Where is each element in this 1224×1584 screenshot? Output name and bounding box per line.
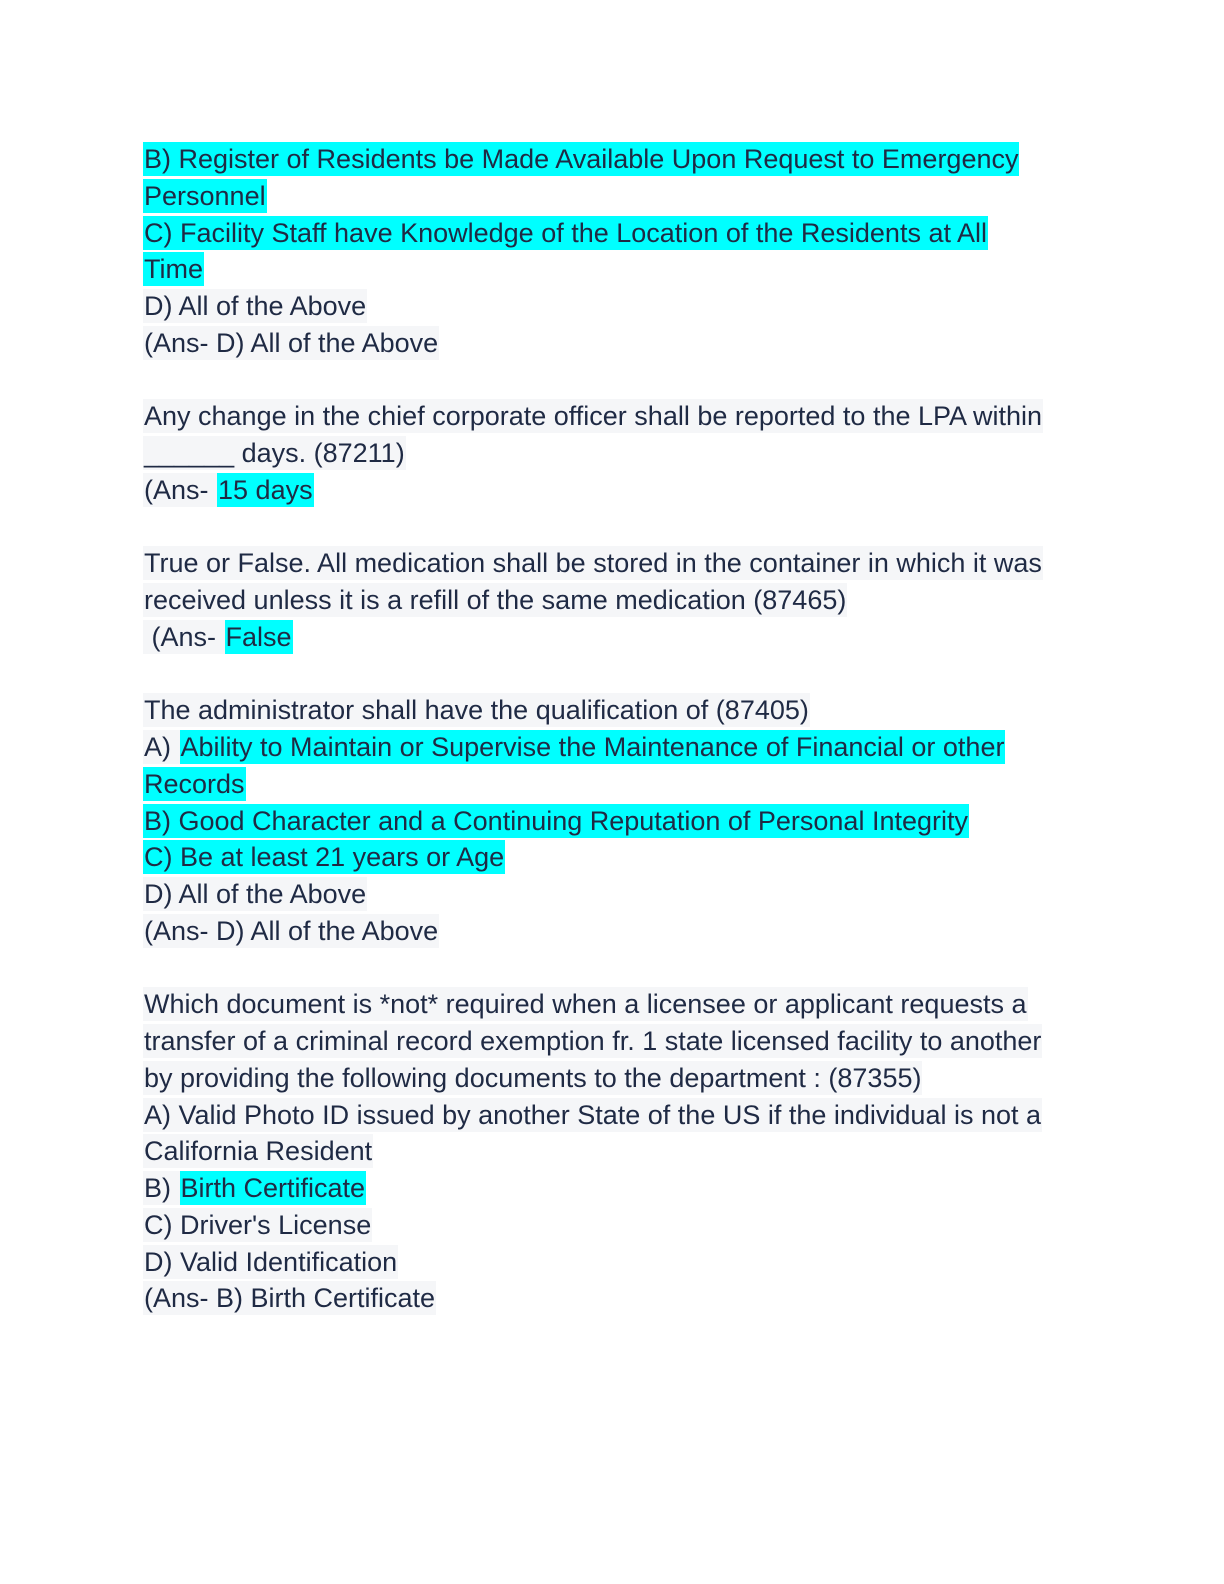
q2-answer [143,472,1083,509]
q1-option-b-line2 [143,178,1083,215]
q4-question [143,692,1083,729]
q1-option-b-line1 [143,141,1083,178]
option-text: D) Valid Identification [144,1246,398,1277]
q4-option-c [143,839,1083,876]
q1-option-d [143,288,1083,325]
q4-option-a-line2 [143,766,1083,803]
highlighted-answer: 15 days [218,474,313,505]
option-prefix: A) [144,732,179,762]
highlighted-text: Birth Certificate [180,1173,366,1203]
highlighted-text: C) Facility Staff have Knowledge of the Location of the Residents at All [144,217,987,248]
highlighted-text: Time [144,254,203,285]
question-text: ______ days. (87211) [144,438,405,468]
q3-question-line2 [143,582,1083,619]
highlighted-answer: False [225,621,292,652]
q1-answer [143,325,1083,362]
q4-answer [143,913,1083,950]
answer-text: (Ans- D) All of the Above [144,327,439,358]
answer-prefix: (Ans- [144,621,224,652]
q5-option-b [143,1170,1083,1207]
option-text: D) All of the Above [144,879,367,909]
option-text: C) Driver's License [144,1209,372,1240]
highlighted-text: B) Register of Residents be Made Available Upon Request to Emergency [144,144,1019,174]
q4-option-a-line1 [143,729,1083,766]
document-body [143,141,1083,1317]
q5-question-line1 [143,986,1083,1023]
q5-option-a-line2 [143,1133,1083,1170]
question-text: received unless it is a refill of the same medication (87465) [144,585,847,615]
q5-question-line3 [143,1060,1083,1097]
answer-text: (Ans- D) All of the Above [144,915,439,946]
question-text: True or False. All medication shall be stored in the container in which it was [144,548,1042,579]
q2-question-line2 [143,435,1083,472]
highlighted-text: C) Be at least 21 years or Age [144,842,505,873]
spacer [143,362,1083,399]
option-text: A) Valid Photo ID issued by another State of the US if the individual is not a [144,1099,1042,1130]
question-text: Any change in the chief corporate officer shall be reported to the LPA within [144,401,1043,432]
q5-answer [143,1280,1083,1317]
option-text: California Resident [144,1136,373,1167]
q3-question-line1 [143,545,1083,582]
q1-option-c-line1 [143,215,1083,252]
q5-question-line2 [143,1023,1083,1060]
q5-option-d [143,1244,1083,1281]
q4-option-b [143,803,1083,840]
spacer [143,656,1083,693]
q1-option-c-line2 [143,251,1083,288]
highlighted-text: Personnel [144,180,266,211]
q3-answer [143,619,1083,656]
option-prefix: B) [144,1173,179,1203]
option-text: D) All of the Above [144,291,367,321]
question-text: transfer of a criminal record exemption fr. 1 state licensed facility to another [144,1026,1042,1056]
q2-question-line1 [143,398,1083,435]
q4-option-d [143,876,1083,913]
q5-option-a-line1 [143,1097,1083,1134]
question-text: The administrator shall have the qualification of (87405) [144,695,809,726]
highlighted-text: Ability to Maintain or Supervise the Maintenance of Financial or other [180,732,1005,762]
answer-text: (Ans- B) Birth Certificate [144,1283,436,1314]
q5-option-c [143,1207,1083,1244]
answer-prefix: (Ans- [144,474,217,505]
highlighted-text: B) Good Character and a Continuing Reputation of Personal Integrity [144,805,968,836]
spacer [143,950,1083,987]
question-text: Which document is *not* required when a licensee or applicant requests a [144,989,1027,1020]
highlighted-text: Records [144,768,245,799]
question-text: by providing the following documents to the department : (87355) [144,1062,922,1093]
spacer [143,509,1083,546]
